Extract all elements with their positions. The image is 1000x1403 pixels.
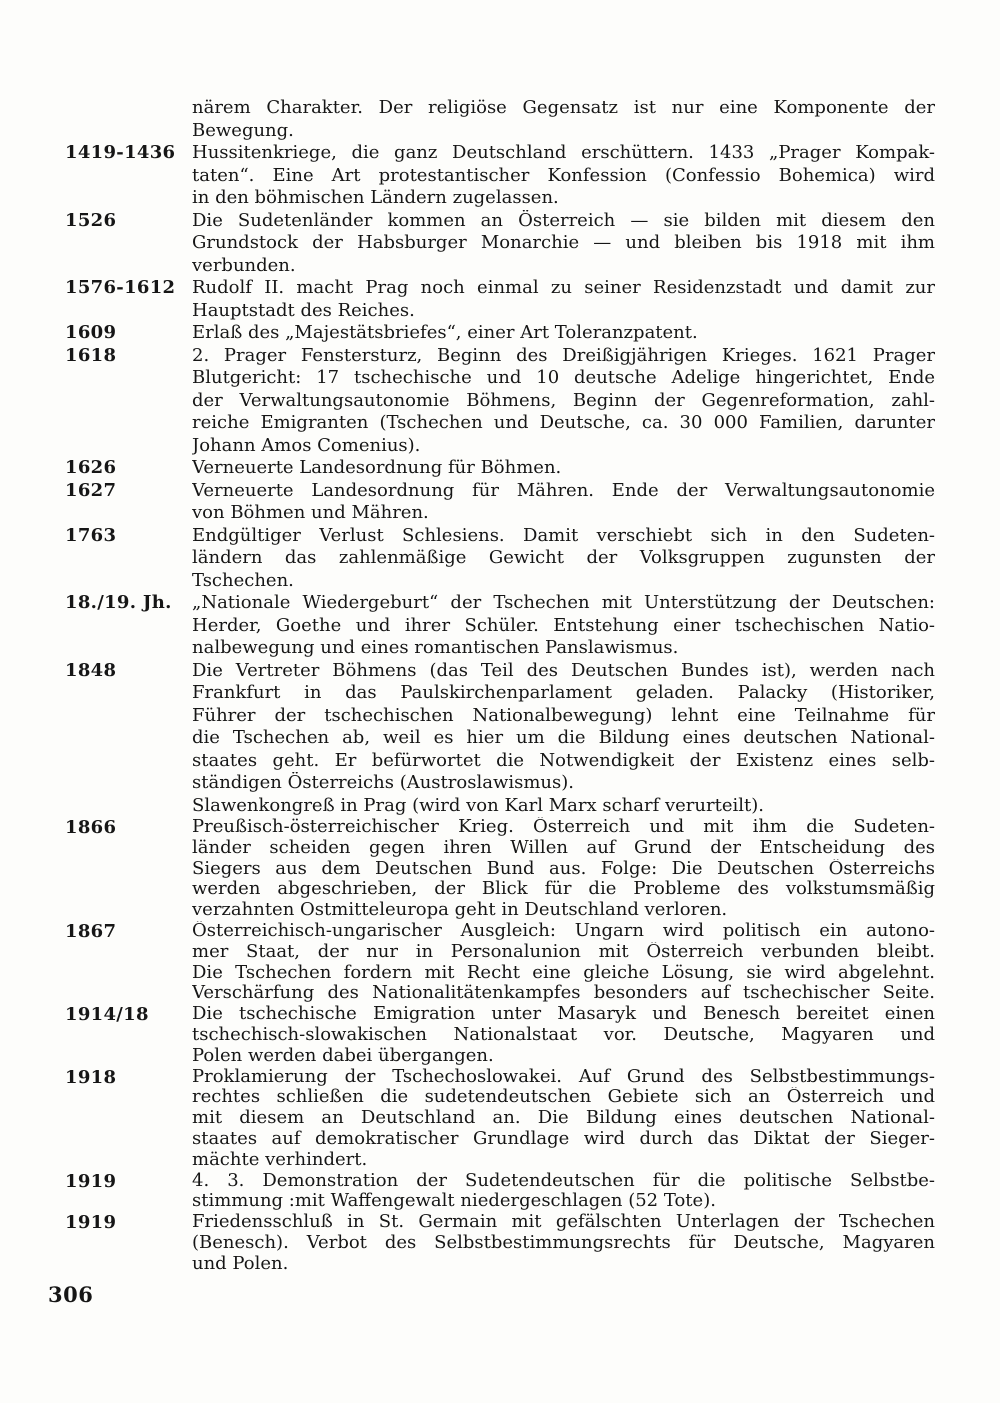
entry-year: 1576-1612 [65, 277, 176, 298]
text-line: Österreichisch-ungarischer Ausgleich: Ungarn wird politisch ein autono- [192, 920, 935, 941]
text-line: taten“. Eine Art protestantischer Konfession (Confessio Bohemica) wird [192, 164, 935, 186]
entry-year: 1919 [65, 1170, 117, 1192]
text-line: Rudolf II. macht Prag noch einmal zu seiner Residenzstadt und damit zur [192, 277, 935, 298]
text-line: staates auf demokratischer Grundlage wird durch das Diktat der Sieger- [192, 1128, 935, 1149]
text-line: Verneuerte Landesordnung für Böhmen. [192, 457, 562, 478]
page-number: 306 [48, 1282, 94, 1307]
timeline-entry [65, 97, 935, 142]
timeline-entry [65, 1004, 935, 1066]
text-line: Grundstock der Habsburger Monarchie — und bleiben bis 1918 mit ihm [192, 232, 935, 253]
text-line: ländern das zahlenmäßige Gewicht der Volksgruppen zugunsten der [192, 547, 935, 568]
timeline-entry [65, 322, 935, 345]
text-line: Preußisch-österreichischer Krieg. Österreich und mit ihm die Sudeten- [192, 817, 935, 837]
text-line: mächte verhindert. [192, 1149, 368, 1170]
text-line: von Böhmen und Mähren. [192, 502, 429, 523]
text-line: Friedensschluß in St. Germain mit gefälschten Unterlagen der Tschechen [192, 1212, 935, 1233]
text-line: Endgültiger Verlust Schlesiens. Damit verschiebt sich in den Sudeten- [192, 524, 935, 546]
text-line: Führer der tschechischen Nationalbewegung) lehnt eine Teilnahme für [192, 704, 935, 726]
text-line: verzahnten Ostmitteleuropa geht in Deutschland verloren. [192, 900, 728, 921]
text-line: rechtes schließen die sudetendeutschen Gebiete sich an Österreich und [192, 1087, 935, 1108]
text-line: verbunden. [192, 254, 296, 276]
entry-year: 1618 [65, 344, 117, 366]
timeline-entry [65, 1067, 935, 1171]
text-line: Siegers aus dem Deutschen Bund aus. Folge: Die Deutschen Österreichs [192, 858, 935, 879]
entry-year: 1419-1436 [65, 142, 176, 163]
timeline-entry [65, 457, 935, 480]
text-line: Frankfurt in das Paulskirchenparlament geladen. Palacky (Historiker, [192, 682, 935, 703]
timeline-entry [65, 210, 935, 278]
text-line: Johann Amos Comenius). [192, 434, 421, 456]
entry-year: 1867 [65, 920, 117, 942]
text-line: Herder, Goethe und ihrer Schüler. Entstehung einer tschechischen Natio- [192, 614, 935, 636]
entry-year: 1763 [65, 524, 117, 546]
text-line: nalbewegung und eines romantischen Panslawismus. [192, 637, 679, 658]
text-line: Bewegung. [192, 119, 294, 141]
entry-year: 1918 [65, 1066, 117, 1088]
text-line: Slawenkongreß in Prag (wird von Karl Marx scharf verurteilt). [192, 794, 764, 816]
entry-year: 1848 [65, 659, 117, 681]
text-line: närem Charakter. Der religiöse Gegensatz ist nur eine Komponente der [192, 97, 935, 118]
timeline-entry [65, 921, 935, 1004]
text-line: Verneuerte Landesordnung für Mähren. Ende der Verwaltungsautonomie [192, 479, 935, 501]
text-line: länder scheiden gegen ihren Willen auf Grund der Entscheidung des [192, 837, 935, 858]
timeline-entry [65, 1212, 935, 1274]
text-line: mit diesem an Deutschland an. Die Bildung eines deutschen National- [192, 1108, 935, 1129]
timeline-entry [65, 592, 935, 660]
text-line: und Polen. [192, 1253, 289, 1274]
text-line: (Benesch). Verbot des Selbstbestimmungsrechts für Deutsche, Magyaren [192, 1232, 935, 1253]
text-line: ständigen Österreichs (Austroslawismus). [192, 772, 574, 793]
text-line: Blutgericht: 17 tschechische und 10 deutsche Adelige hingerichtet, Ende [192, 367, 935, 388]
entry-year: 1627 [65, 479, 117, 501]
text-line: Verschärfung des Nationalitätenkampfes besonders auf tschechischer Seite. [192, 983, 935, 1004]
text-line: Erlaß des „Majestätsbriefes“, einer Art Toleranzpatent. [192, 322, 698, 343]
text-line: „Nationale Wiedergeburt“ der Tschechen mit Unterstützung der Deutschen: [192, 592, 935, 613]
timeline-entry [65, 1171, 935, 1213]
text-line: Tschechen. [192, 569, 294, 591]
text-line: Die Vertreter Böhmens (das Teil des Deutschen Bundes ist), werden nach [192, 659, 935, 681]
entry-year: 1866 [65, 817, 117, 838]
timeline-entry [65, 142, 935, 210]
text-line: Die Tschechen fordern mit Recht eine gleiche Lösung, sie wird abgelehnt. [192, 962, 935, 983]
text-line: Polen werden dabei übergangen. [192, 1045, 494, 1066]
text-line: Die tschechische Emigration unter Masaryk und Benesch bereitet einen [192, 1004, 935, 1025]
text-line: in den böhmischen Ländern zugelassen. [192, 187, 559, 208]
entry-year: 1609 [65, 322, 117, 343]
text-line: werden abgeschrieben, der Blick für die Probleme des volkstumsmäßig [192, 879, 935, 900]
text-line: stimmung :mit Waffengewalt niedergeschlagen (52 Tote). [192, 1191, 716, 1212]
text-line: staates geht. Er befürwortet die Notwendigkeit der Existenz eines selb- [192, 749, 935, 771]
entry-year: 1914/18 [65, 1004, 149, 1026]
text-line: die Tschechen ab, weil es hier um die Bildung eines deutschen National- [192, 727, 935, 748]
text-line: mer Staat, der nur in Personalunion mit Österreich verbunden bleibt. [192, 941, 935, 962]
timeline-entry [65, 525, 935, 593]
timeline-entry [65, 345, 935, 458]
entry-year: 1626 [65, 457, 117, 478]
timeline-entry [65, 660, 935, 818]
timeline-entry [65, 480, 935, 525]
text-line: Proklamierung der Tschechoslowakei. Auf Grund des Selbstbestimmungs- [192, 1066, 935, 1087]
text-line: 2. Prager Fenstersturz, Beginn des Dreißigjährigen Krieges. 1621 Prager [192, 344, 935, 366]
entry-year: 1526 [65, 209, 117, 231]
timeline-entry [65, 277, 935, 322]
text-line: der Verwaltungsautonomie Böhmens, Beginn der Gegenreformation, zahl- [192, 389, 935, 411]
timeline [65, 97, 935, 1275]
text-line: Die Sudetenländer kommen an Österreich — sie bilden mit diesem den [192, 209, 935, 231]
timeline-entry [65, 817, 935, 921]
entry-year: 1919 [65, 1212, 117, 1234]
text-line: reiche Emigranten (Tschechen und Deutsche, ca. 30 000 Familien, darunter [192, 412, 935, 433]
text-line: Hussitenkriege, die ganz Deutschland erschüttern. 1433 „Prager Kompak- [192, 142, 935, 163]
text-line: 4. 3. Demonstration der Sudetendeutschen für die politische Selbstbe- [192, 1170, 935, 1191]
text-line: Hauptstadt des Reiches. [192, 299, 415, 321]
text-line: tschechisch-slowakischen Nationalstaat vor. Deutsche, Magyaren und [192, 1024, 935, 1045]
entry-year: 18./19. Jh. [65, 592, 172, 613]
